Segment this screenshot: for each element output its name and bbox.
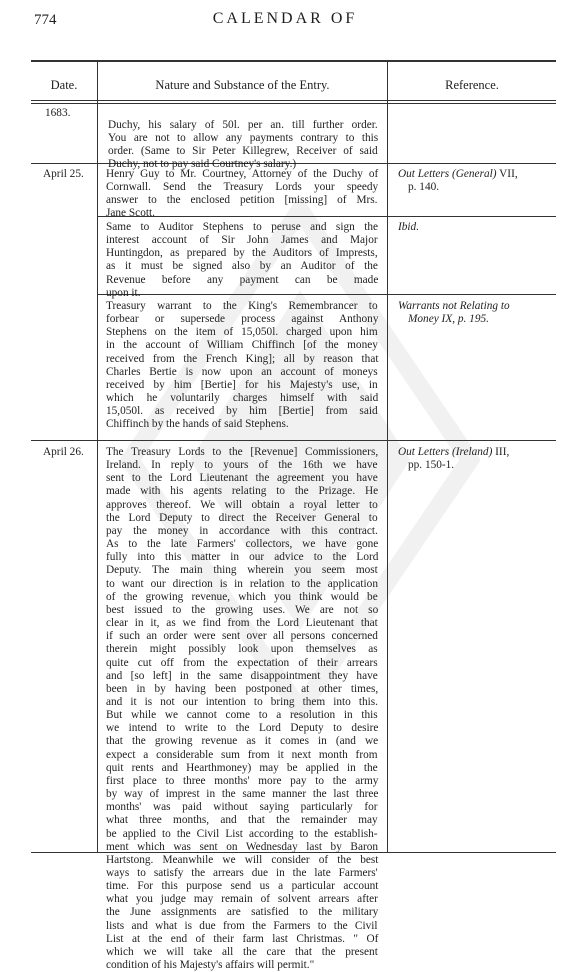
year-label: 1683. [45, 107, 71, 119]
entry-line: Same to Auditor Stephens to peruse and sign the [106, 221, 379, 233]
reference-page [398, 313, 558, 326]
header-date: Date. [50, 78, 78, 92]
entry-separator [31, 440, 556, 441]
entry-line: condition of his Majesty's affairs will permit." [106, 959, 315, 972]
reference-source: Out Letters (General) [398, 168, 497, 180]
entry-line: that the growing revenue as it comes in (and we [106, 735, 379, 748]
entry-line: in the account of William Chiffinch [of the money [106, 339, 378, 352]
entry-line: Jane Scott. [106, 207, 155, 220]
entry-text [106, 300, 378, 432]
entry-line: months' was paid without saying particularly for [106, 801, 378, 814]
entry-line: received by him [Bertie] for his Majesty's use, in [106, 378, 378, 391]
reference-volume: VII, [496, 168, 518, 180]
entry-line: Huntingdon, as prepared by the Auditors of Imprests, [106, 247, 378, 260]
entry-date: April 25. [43, 168, 84, 180]
entry-line: Ireland. In reply to yours of the 16th we have [106, 459, 378, 472]
entry-reference [398, 446, 548, 472]
entry-line: the Lord Deputy to direct the Receiver General to [106, 511, 378, 524]
entry-line: Deputy. The main thing wherein you seem most [106, 564, 378, 577]
entry-line: the June assignments are satisfied to the military [106, 906, 379, 919]
reference-source: Out Letters (Ireland) [398, 446, 493, 458]
entry-line: to want our direction is in relation to the application [106, 577, 378, 590]
entry-line: we intend to write to the Lord Deputy to desire [106, 722, 379, 735]
entry-line: The Treasury Lords to the [Revenue] Commissioners, [106, 446, 379, 458]
entry-line: But while we cannot come to a resolution in this [106, 709, 378, 722]
header-bottom-rule [31, 100, 556, 101]
entry-line: made with his agents relating to the Prizage. He [106, 485, 379, 498]
entry-line: order. (Same to Sir Peter Killegrew, Receiver of said [108, 145, 378, 158]
table-top-rule [31, 60, 556, 62]
entry-reference [398, 221, 548, 234]
entry-line: Charles Bertie is now upon an account of moneys [106, 365, 378, 378]
reference-page: pp. 150-1. [408, 459, 455, 472]
entry-text [108, 119, 378, 172]
entry-line: Chiffinch by the hands of said Stephens. [106, 418, 289, 431]
entry-line: expect a considerable sum from it next month from [106, 748, 378, 761]
entry-reference [398, 168, 548, 194]
entry-line: lists and what is due from the Farmers to the Civil [106, 919, 378, 932]
page-number: 774 [34, 12, 57, 28]
header-bottom-rule-2 [31, 103, 556, 104]
entry-line: which we will take all the care that the present [106, 945, 378, 958]
entry-line: As to the late Farmers' collectors, we have gone [106, 538, 379, 551]
entry-line: 15,050l. as received by him [Bertie] from said [106, 405, 378, 418]
entry-line: answer to the enclosed petition [missing] of Mrs. [106, 194, 378, 207]
entry-line: upon it. [106, 286, 141, 299]
entry-text [106, 221, 378, 300]
entry-line: quite cut off from the expectation of their arrears [106, 656, 378, 669]
header-nature: Nature and Substance of the Entry. [155, 78, 330, 92]
running-head: CALENDAR OF [212, 10, 358, 27]
reference-source: Warrants not Relating to [398, 300, 510, 312]
entry-line: List at the end of their farm last Christmas. " Of [106, 932, 379, 945]
entry-line: if such an order were sent over all persons concerned [106, 630, 378, 643]
entry-line: Duchy, not to pay said Courtney's salary.) [108, 158, 297, 171]
entry-line: of the growing revenue, which you think would be [106, 590, 378, 603]
entry-line: first place to three months' more pay to the army [106, 774, 379, 787]
entry-line: Duchy, his salary of 50l. per an. till further order. [108, 119, 378, 131]
entry-line: clear in it, as we find from the Lord Lieutenant that [106, 617, 378, 630]
column-divider-right [387, 60, 388, 852]
entry-line: by way of imprest in the same manner the last three [106, 788, 379, 801]
header-reference: Reference. [445, 78, 499, 92]
reference-source: Ibid. [398, 221, 420, 233]
entry-line: approves thereof. We will obtain a royal letter to [106, 498, 378, 511]
entry-line: and it is not our intention to bring them into this. [106, 695, 378, 708]
reference-volume: III, [492, 446, 510, 458]
entry-line: therein might possibly look upon themselves as [106, 643, 378, 656]
entry-line: be applied to the Civil List according to the establish- [106, 827, 378, 840]
entry-line: forbear or supersede process against Anthony [106, 313, 379, 326]
entry-line: sent to the Lord Lieutenant the agreement you have [106, 472, 378, 485]
entry-date: April 26. [43, 446, 84, 458]
entry-line: as it must be signed also by an Auditor of the [106, 260, 378, 273]
entry-line: ways to satisfy the arrears due in the late Farmers' [106, 867, 378, 879]
entry-line: and [so left] in the same disappointment they have [106, 669, 378, 682]
entry-line: fully into this matter in our advice to the Lord [106, 551, 379, 564]
reference-page: p. 140. [408, 181, 440, 194]
entry-line: what three months, and that the remainder may [106, 814, 378, 827]
entry-line: Henry Guy to Mr. Courtney, Attorney of the Duchy of [106, 168, 379, 180]
entry-line: which he voluntarily charges himself with said [106, 392, 379, 405]
entry-line: time. For this purpose send us a particular account [106, 880, 379, 893]
entry-line: quit rents and Hearthmoney) may be applied in the [106, 761, 378, 774]
entry-line: been in by having been postponed at other times, [106, 682, 379, 695]
entry-line: Cornwall. Send the Treasury Lords your speedy [106, 181, 379, 194]
entry-line: Revenue before any payment can be made [106, 273, 379, 286]
entry-reference [398, 300, 558, 326]
entry-line: pay the money in accordance with this contract. [106, 524, 378, 537]
entry-line: You are not to allow any payments contrary to this [108, 132, 379, 145]
entry-line: Treasury warrant to the King's Remembrancer to [106, 300, 378, 312]
entry-text [106, 446, 378, 972]
entry-line: Stephens on the item of 15,050l. charged upon him [106, 326, 378, 339]
reference-page-text: Money IX, p. 195. [408, 313, 489, 326]
entry-line: ment which was sent on Wednesday last by Baron [106, 840, 379, 853]
entry-line: interest account of Sir John James and Major [106, 234, 378, 247]
entry-line: what you judge may remain of solvent arrears after [106, 893, 378, 906]
entry-text [106, 168, 378, 221]
entry-line: received from the French King]; all by reason that [106, 352, 379, 365]
entry-line: Hartstong. Meanwhile we will consider of the best [106, 853, 379, 866]
entry-line: best issued to the growing uses. We are not so [106, 603, 379, 616]
column-divider-left [97, 60, 98, 852]
